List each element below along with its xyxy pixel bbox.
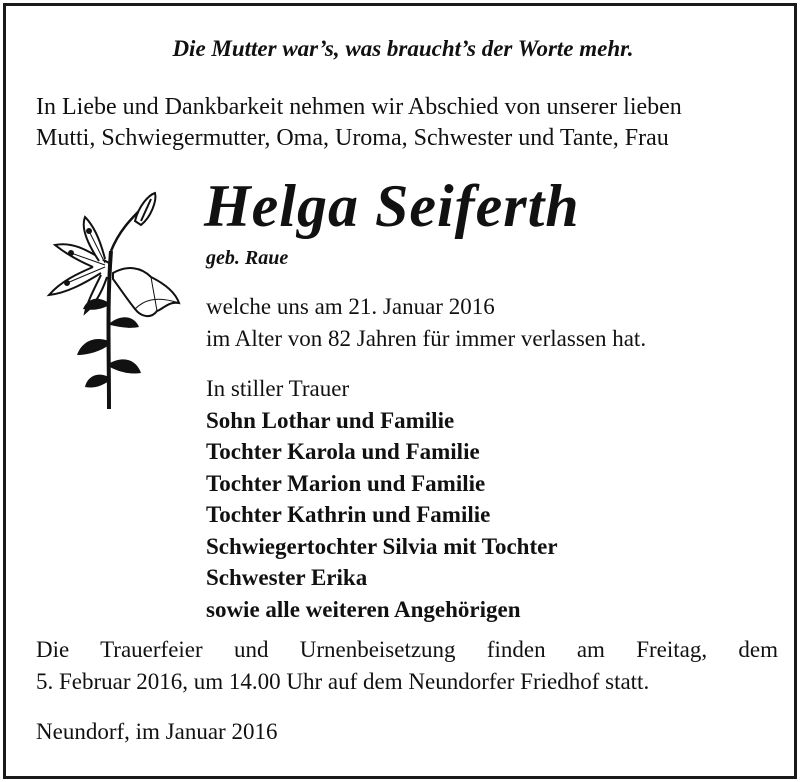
mourner-entry: sowie alle weiteren Angehörigen [206, 596, 521, 622]
lily-flower-icon [31, 191, 191, 416]
mourner-entry: Schwester Erika [206, 565, 368, 590]
maiden-name: geb. Raue [206, 247, 289, 269]
motto: Die Mutter war’s, was braucht’s der Worte mehr. [172, 36, 634, 61]
funeral-info [36, 634, 778, 698]
mourner-entry: Tochter Marion und Familie [206, 470, 486, 496]
intro-line: In Liebe und Dankbarkeit nehmen wir Abschied von unserer lieben [36, 94, 682, 120]
intro-line: Mutti, Schwiegermutter, Oma, Uroma, Schwester und Tante, Frau [36, 125, 669, 151]
mourner-entry: Sohn Lothar und Familie [206, 407, 455, 433]
funeral-line: 5. Februar 2016, um 14.00 Uhr auf dem Neundorfer Friedhof statt. [36, 669, 650, 694]
obituary-notice [3, 3, 797, 779]
mourner-entry: Schwiegertochter Silvia mit Tochter [206, 533, 558, 559]
place-date: Neundorf, im Januar 2016 [36, 719, 278, 744]
mourner-entry: Tochter Karola und Familie [206, 439, 480, 464]
funeral-line: Die Trauerfeier und Urnenbeisetzung finden am Freitag, dem [36, 637, 778, 662]
passing-line: welche uns am 21. Januar 2016 [206, 294, 495, 319]
passing-line: im Alter von 82 Jahren für immer verlassen hat. [206, 326, 647, 351]
passing-text [206, 291, 646, 355]
mourner-entry: Tochter Kathrin und Familie [206, 502, 491, 527]
mourning-heading: In stiller Trauer [206, 376, 350, 401]
intro-text [36, 92, 781, 154]
mourners-block [206, 373, 558, 625]
deceased-name: Helga Seiferth [204, 173, 580, 239]
